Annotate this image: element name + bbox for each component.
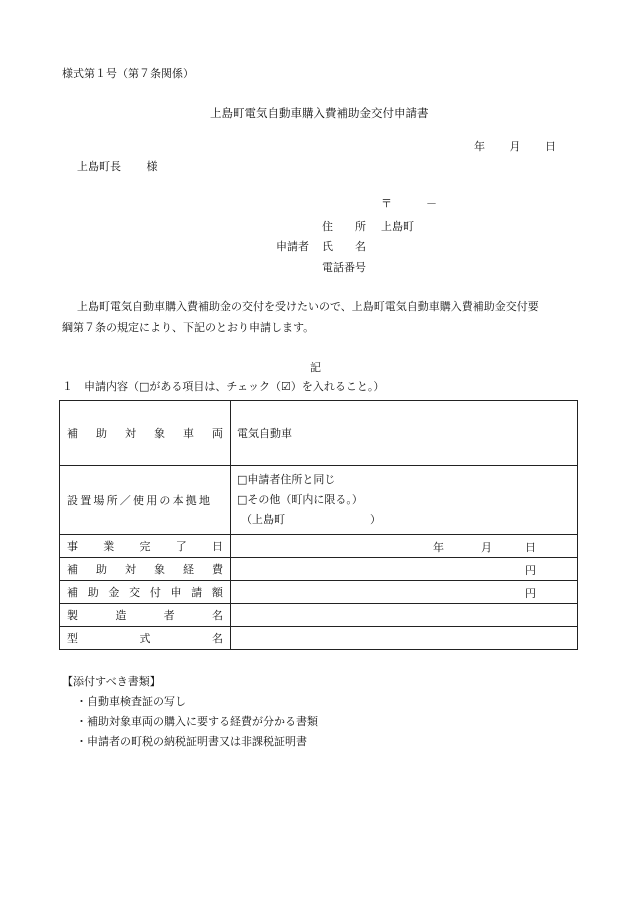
addressee-name: 上島町長 <box>77 160 121 173</box>
completion-units <box>237 539 571 553</box>
application-table <box>59 400 578 650</box>
address-value: 上島町 <box>381 220 414 233</box>
postal-dash: － <box>426 197 437 210</box>
completion-day: 日 <box>525 541 536 554</box>
date-day: 日 <box>545 140 556 153</box>
date-line <box>474 141 556 152</box>
form-number: 様式第１号（第７条関係） <box>62 67 194 80</box>
body-text-line1: 上島町電気自動車購入費補助金の交付を受けたいので、上島町電気自動車購入費補助金交付要 <box>77 300 539 313</box>
postal-mark: 〒 <box>381 197 392 210</box>
cost-label: 補 助 対 象 経 費 <box>67 563 223 576</box>
completion-label-cell <box>60 535 231 558</box>
completion-label: 事 業 完 了 日 <box>67 540 223 553</box>
completion-month: 月 <box>481 541 492 554</box>
model-label-cell <box>60 627 231 650</box>
completion-year: 年 <box>433 541 444 554</box>
table-row <box>60 466 578 535</box>
attachment-item: ・自動車検査証の写し <box>76 695 186 708</box>
date-year: 年 <box>474 140 485 153</box>
amount-label: 補 助 金 交 付 申 請 額 <box>67 586 223 599</box>
vehicle-value: 電気自動車 <box>231 401 578 466</box>
maker-value[interactable] <box>231 604 578 627</box>
addressee-honorific: 様 <box>146 160 158 173</box>
location-town-close: ） <box>370 513 381 526</box>
model-label: 型 式 名 <box>67 632 223 645</box>
location-value-cell <box>231 466 578 535</box>
location-town-row <box>237 510 571 530</box>
vehicle-label-cell <box>60 401 231 466</box>
completion-value-cell <box>231 535 578 558</box>
amount-label-cell <box>60 581 231 604</box>
table-row <box>60 581 578 604</box>
table-row <box>60 401 578 466</box>
amount-unit: 円 <box>525 587 536 600</box>
page-title: 上島町電気自動車購入費補助金交付申請書 <box>210 106 429 120</box>
maker-label-cell <box>60 604 231 627</box>
table-row <box>60 535 578 558</box>
cost-value-cell <box>231 558 578 581</box>
attachment-item: ・補助対象車両の購入に要する経費が分かる書類 <box>76 715 318 728</box>
location-town-open: （上島町 <box>241 513 285 526</box>
cost-label-cell <box>60 558 231 581</box>
vehicle-label: 補 助 対 象 車 両 <box>67 427 223 440</box>
ki-heading: 記 <box>310 361 321 374</box>
maker-label: 製 造 者 名 <box>67 609 223 622</box>
location-option-same-address[interactable]: □申請者住所と同じ <box>237 473 336 486</box>
table-row <box>60 627 578 650</box>
attachments-heading: 【添付すべき書類】 <box>62 675 161 688</box>
addressee <box>77 161 158 172</box>
name-label: 氏 名 <box>322 240 366 253</box>
model-value[interactable] <box>231 627 578 650</box>
location-label: 設置場所／使用の本拠地 <box>67 494 213 507</box>
section-heading: １ 申請内容（□がある項目は、チェック（☑）を入れること。） <box>62 380 385 393</box>
location-option-other[interactable]: □その他（町内に限る。） <box>237 493 363 506</box>
amount-value-cell <box>231 581 578 604</box>
date-units <box>474 141 556 152</box>
table-row <box>60 558 578 581</box>
phone-label: 電話番号 <box>322 261 366 274</box>
address-label: 住 所 <box>322 220 366 233</box>
table-row <box>60 604 578 627</box>
attachment-item: ・申請者の町税の納税証明書又は非課税証明書 <box>76 735 307 748</box>
location-label-cell <box>60 466 231 535</box>
date-month: 月 <box>509 140 521 153</box>
body-text-line2: 綱第７条の規定により、下記のとおり申請します。 <box>62 321 315 334</box>
applicant-label: 申請者 <box>276 240 309 253</box>
cost-unit: 円 <box>525 564 536 577</box>
